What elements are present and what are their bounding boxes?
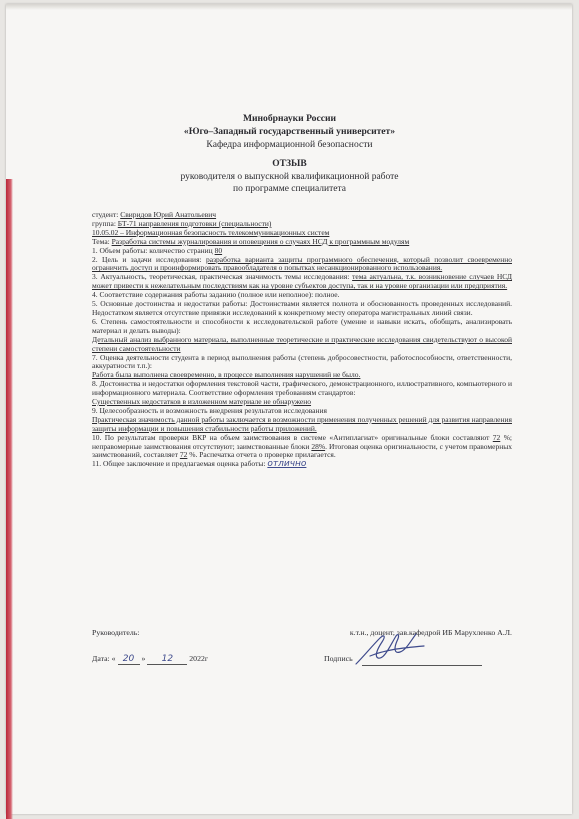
item-2-value: разработка варианта защиты программного обеспечения, который позволит своевременно ограничить доступ и проинформировать правообладателя о попытках несанкционированного использования. — [92, 254, 512, 273]
item-5: 5. Основные достоинства и недостатки работы: Достоинствами является полнота и обоснованность проведенных исследований. Недостатком является отсутствие привязки исследований к конкретному месту оператора магистральных линий связи. — [92, 299, 512, 317]
date-label: Дата: « — [92, 654, 116, 663]
student-name: Свиридов Юрий Анатольевич — [120, 210, 217, 219]
item-10-text-d: %. — [189, 450, 198, 460]
university: «Юго–Западный государственный университет» — [183, 126, 396, 137]
item-10-text-c: Итоговая оценка оригинальности, с учетом правомерных заимствований, составляет — [92, 441, 513, 460]
item-4: 4. Соответствие содержания работы заданию (полное или неполное): полное. — [92, 290, 340, 300]
item-1-value: 80 — [214, 245, 223, 255]
specialty-line: 10.05.02 – Информационная безопасность телекоммуникационных систем — [92, 227, 330, 237]
item-1-label: 1. Объем работы: количество страниц — [92, 245, 213, 255]
item-10-final: 72 — [179, 450, 188, 460]
item-2 — [92, 256, 512, 274]
student-label: студент: — [92, 210, 119, 219]
document-title — [0, 158, 579, 196]
ministry: Минобрнауки России — [242, 113, 337, 124]
item-10-text-a: 10. По результатам проверки ВКР на объем заимствования в системе «Антиплагиат» оригинальные блоки составляют — [92, 432, 490, 442]
document-header — [0, 112, 579, 151]
title-line-1: руководителя о выпускной квалификационной работе — [180, 171, 399, 182]
item-6-value: Детальный анализ выбранного материала, выполненные теоретические и практические исследования свидетельствуют о высокой степени самостоятельности — [92, 334, 512, 353]
supervisor-label: Руководитель: — [92, 628, 140, 637]
item-8-value: Существенных недостатков в изложенном материале не обнаружено — [92, 397, 312, 407]
sign-label: Подпись — [324, 654, 353, 663]
item-2-label: 2. Цель и задачи исследования: — [92, 254, 202, 264]
date-day: 20 — [118, 654, 140, 665]
topic-label: Тема: — [92, 236, 110, 246]
item-3 — [92, 273, 512, 291]
date-field — [92, 654, 208, 665]
item-10: 10. По результатам проверки ВКР на объем заимствования в системе «Антиплагиат» оригинальные блоки составляют 72 %; неправомерные заимствования отсутствуют; заимствованные блоки 28%. Итоговая оценка оригинальности, с учетом правомерных заимствований, составляет 72 %. Распечатка отчета о проверке прилагается. — [92, 432, 513, 460]
item-10-text-e: Распечатка отчета о проверке прилагается. — [199, 450, 336, 460]
item-11-label: 11. Общее заключение и предлагаемая оценка работы: — [92, 459, 266, 469]
item-3-value: тема актуальна, т.к. возникновение случаев НСД может привести к нежелательным последствиям как на уровне субъектов доступа, так и на уровне организации или предприятия. — [92, 272, 512, 291]
date-suffix: г — [204, 654, 209, 663]
date-separator: » — [141, 654, 146, 663]
date-month: 12 — [147, 654, 187, 665]
review-body — [92, 211, 512, 469]
item-6: 6. Степень самостоятельности и способности к исследовательской работе (умение и навыки искать, обобщать, анализировать материал и делать выводы): — [92, 316, 512, 335]
title-main: ОТЗЫВ — [272, 159, 307, 169]
department: Кафедра информационной безопасности — [206, 139, 373, 150]
item-8: 8. Достоинства и недостатки оформления текстовой части, графического, демонстрационного, иллюстративного, компьютерного и информационного материала. Соответствие оформления требованиям стандартов: — [92, 379, 512, 398]
item-11-grade: отлично — [267, 459, 307, 470]
item-10-borrowed: 28% — [311, 441, 326, 451]
group-value: БТ-71 направления подготовки (специальности) — [117, 218, 272, 228]
title-line-2: по программе специалитета — [233, 184, 346, 194]
item-11 — [92, 460, 512, 469]
item-7: 7. Оценка деятельности студента в период выполнения работы (степень добросовестности, работоспособности, ответственности, аккуратности т.п.): — [92, 352, 512, 371]
topic-value: Разработка системы журналирования и оповещения о случаях НСД к программным модулям — [111, 236, 410, 246]
item-9-value: Практическая значимость данной работы заключается в возможности применения полученных решений для развития направления защиты информации и повышения стабильности работы приложений. — [92, 414, 512, 433]
group-label: группа: — [92, 218, 116, 228]
item-10-text-b: %; неправомерные заимствования отсутствуют; заимствованные блоки — [92, 432, 513, 451]
item-10-original: 72 — [492, 432, 501, 442]
supervisor-name: к.т.н., доцент, зав.кафедрой ИБ Марухленко А.Л. — [349, 628, 512, 637]
binding-edge — [6, 179, 13, 819]
date-year: 2022 — [189, 654, 205, 663]
handwritten-signature — [350, 626, 430, 670]
item-3-label: 3. Актуальность, теоретическая, практическая значимость темы исследования: — [92, 272, 350, 282]
scan-top-shadow — [6, 4, 572, 10]
item-7-value: Работа была выполнена своевременно, в процессе выполнения нарушений не было. — [92, 370, 361, 380]
item-9: 9. Целесообразность и возможность внедрения результатов исследования — [92, 405, 327, 415]
